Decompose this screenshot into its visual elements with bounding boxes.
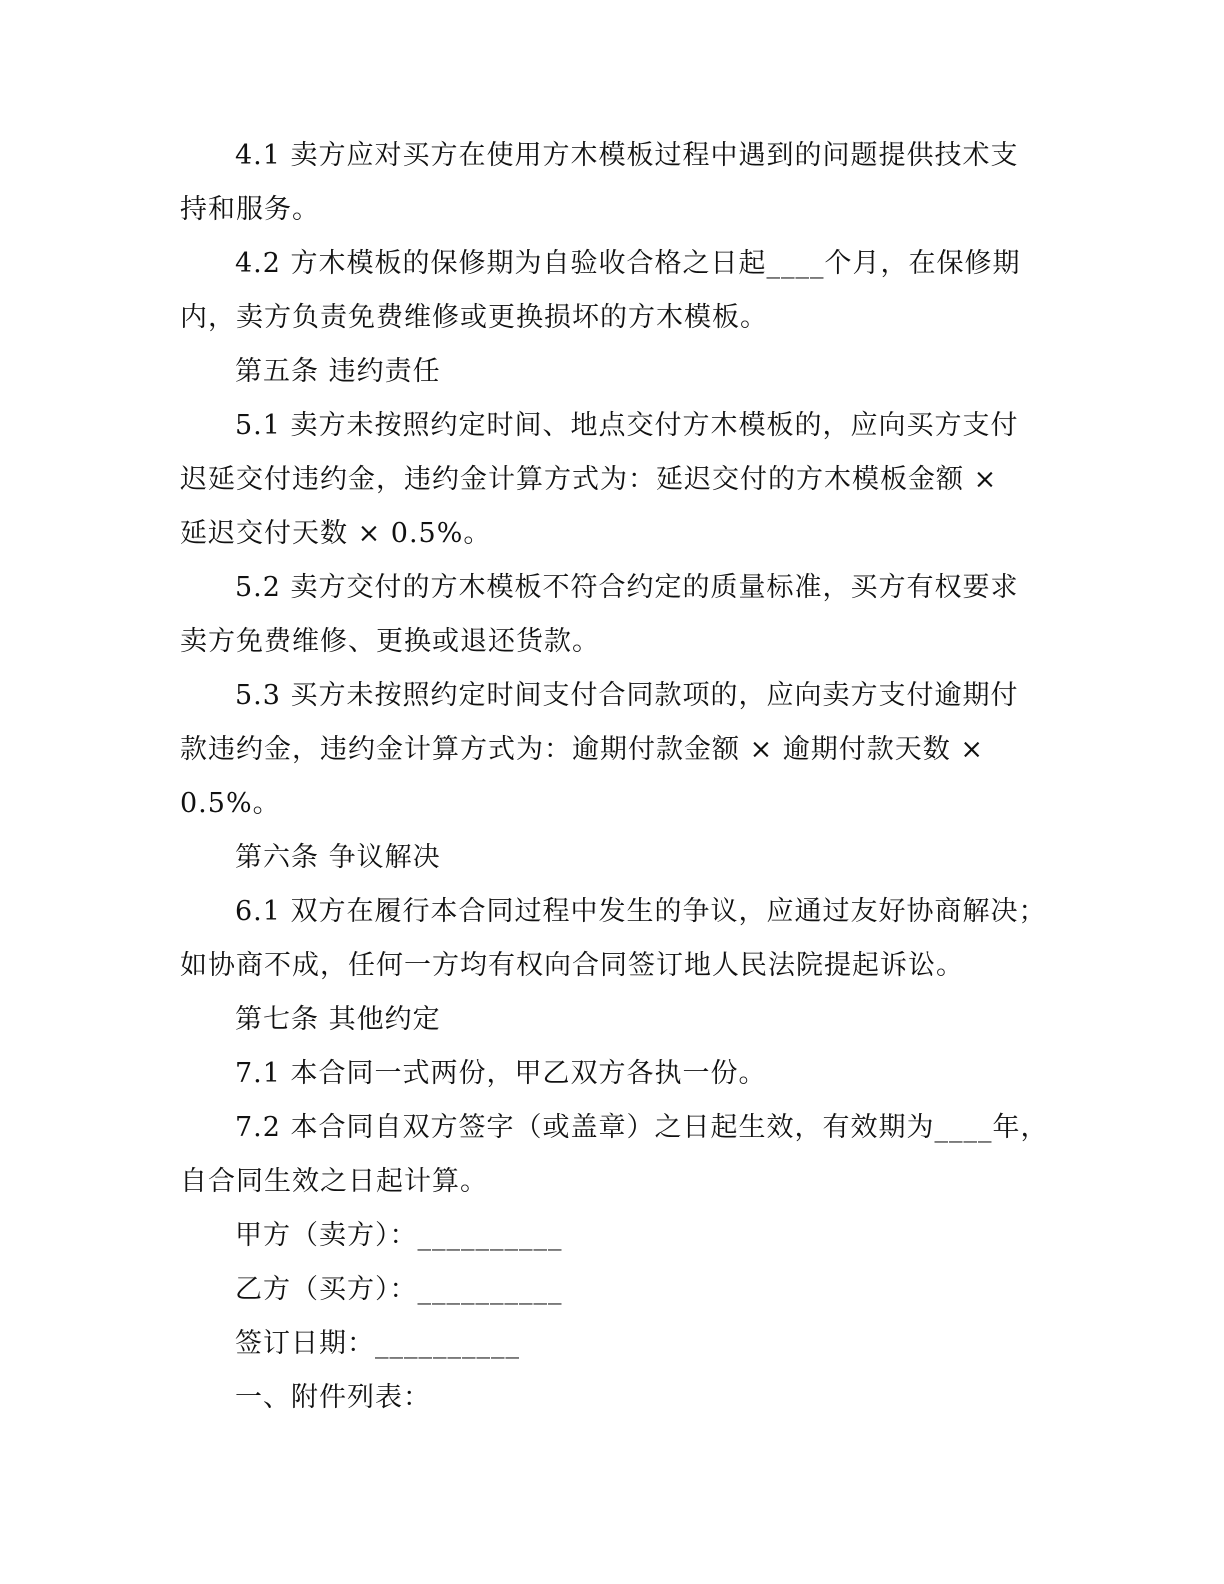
- clause-4-1-line-1: 4.1 卖方应对买方在使用方木模板过程中遇到的问题提供技术支: [235, 140, 1019, 171]
- clause-5-3-line-2: 款违约金，违约金计算方式为：逾期付款金额 × 逾期付款天数 ×: [180, 734, 984, 765]
- clause-4-2-line-1: 4.2 方木模板的保修期为自验收合格之日起____个月，在保修期: [235, 248, 1021, 279]
- clause-7-2-line-1: 7.2 本合同自双方签字（或盖章）之日起生效，有效期为____年，: [235, 1112, 1049, 1143]
- clause-5-1-line-2: 迟延交付违约金，违约金计算方式为：延迟交付的方木模板金额 ×: [180, 464, 998, 495]
- article-5-heading: 第五条 违约责任: [235, 356, 441, 387]
- clause-5-1-line-1: 5.1 卖方未按照约定时间、地点交付方木模板的，应向买方支付: [235, 410, 1019, 441]
- clause-4-2-line-2: 内，卖方负责免费维修或更换损坏的方木模板。: [180, 302, 768, 333]
- signing-date-line: 签订日期：__________: [235, 1328, 520, 1359]
- clause-5-2-line-1: 5.2 卖方交付的方木模板不符合约定的质量标准，买方有权要求: [235, 572, 1019, 603]
- attachment-list-heading: 一、附件列表：: [235, 1382, 431, 1413]
- clause-5-3-line-3: 0.5%。: [180, 788, 281, 819]
- clause-5-2-line-2: 卖方免费维修、更换或退还货款。: [180, 626, 600, 657]
- clause-4-1-line-2: 持和服务。: [180, 194, 320, 225]
- clause-6-1-line-2: 如协商不成，任何一方均有权向合同签订地人民法院提起诉讼。: [180, 950, 964, 981]
- article-7-heading: 第七条 其他约定: [235, 1004, 441, 1035]
- clause-7-2-line-2: 自合同生效之日起计算。: [180, 1166, 488, 1197]
- clause-5-1-line-3: 延迟交付天数 × 0.5%。: [180, 518, 492, 549]
- clause-6-1-line-1: 6.1 双方在履行本合同过程中发生的争议，应通过友好协商解决；: [235, 896, 1047, 927]
- clause-5-3-line-1: 5.3 买方未按照约定时间支付合同款项的，应向卖方支付逾期付: [235, 680, 1019, 711]
- article-6-heading: 第六条 争议解决: [235, 842, 441, 873]
- party-b-signature-line: 乙方（买方）：__________: [235, 1274, 563, 1305]
- clause-7-1: 7.1 本合同一式两份，甲乙双方各执一份。: [235, 1058, 767, 1089]
- party-a-signature-line: 甲方（卖方）：__________: [235, 1220, 563, 1251]
